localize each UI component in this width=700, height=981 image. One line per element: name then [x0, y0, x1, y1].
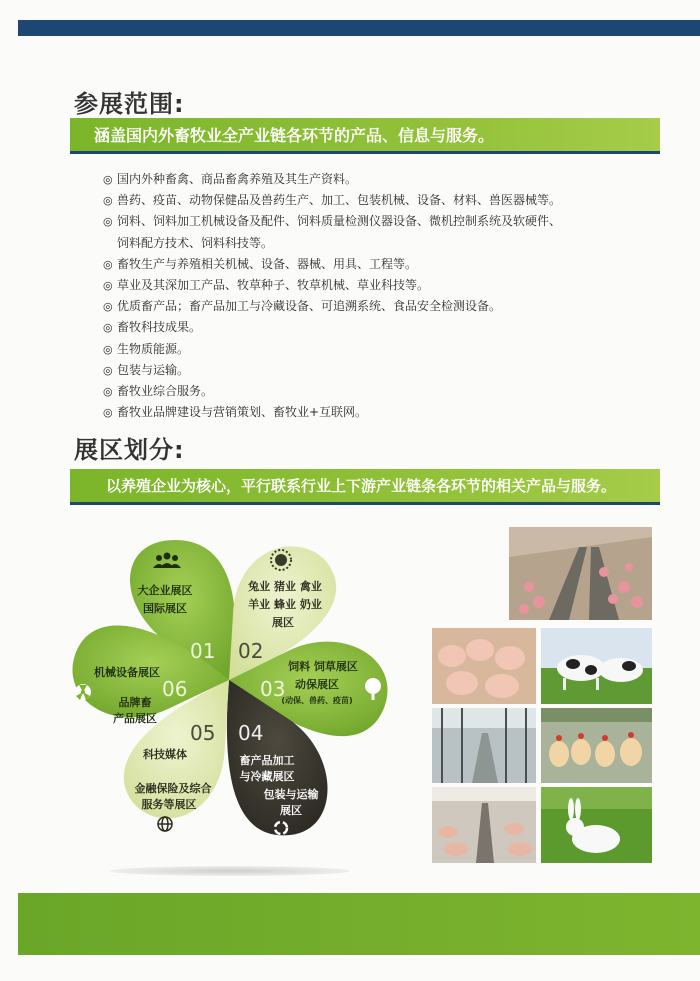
chickens-photo	[541, 708, 652, 783]
petal-01-number: 01	[190, 639, 216, 663]
petal-02-line-1: 兔业 猪业 禽业	[248, 580, 322, 593]
zone-flower-diagram	[55, 530, 405, 880]
zones-title: 展区划分:	[74, 436, 185, 464]
petal-05-line-1: 科技媒体	[143, 748, 187, 761]
globe-icon	[158, 817, 172, 831]
scope-list	[103, 169, 603, 423]
scope-title: 参展范围:	[74, 90, 185, 118]
petal-06-line-1: 机械设备展区	[94, 666, 160, 679]
list-item: ◎ 国内外种畜禽、商品畜禽养殖及其生产资料。	[103, 169, 603, 190]
petal-03-line-2: 动保展区	[295, 678, 339, 691]
scope-banner-text: 涵盖国内外畜牧业全产业链各环节的产品、信息与服务。	[94, 126, 495, 145]
petal-05-line-3: 服务等展区	[141, 798, 197, 811]
list-item: ◎ 草业及其深加工产品、牧草种子、牧草机械、草业科技等。	[103, 275, 603, 296]
list-item: ◎ 包装与运输。	[103, 360, 603, 381]
petal-04-line-3: 包装与运输	[263, 788, 319, 801]
petal-05-line-2: 金融保险及综合	[134, 782, 212, 795]
petal-02-line-3: 展区	[272, 616, 294, 629]
petal-04-line-4: 展区	[280, 804, 302, 817]
scope-banner	[70, 118, 660, 154]
list-item: ◎ 畜牧业品牌建设与营销策划、畜牧业+互联网。	[103, 402, 603, 423]
petal-04-line-1: 畜产品加工	[239, 754, 295, 767]
bottom-footer-bar	[18, 893, 700, 955]
petal-05-number: 05	[190, 721, 216, 745]
flower-shadow	[110, 866, 350, 876]
list-item: ◎ 畜牧生产与养殖相关机械、设备、器械、用具、工程等。	[103, 254, 603, 275]
list-item: ◎ 兽药、疫苗、动物保健品及兽药生产、加工、包装机械、设备、材料、兽医器械等。	[103, 190, 603, 211]
petal-06-line-2: 品牌畜	[118, 696, 152, 709]
cows-photo	[541, 628, 652, 704]
petal-04-line-2: 与冷藏展区	[239, 770, 295, 783]
petal-03-line-3: (动保、兽药、疫苗)	[281, 696, 353, 705]
radiation-icon	[75, 684, 91, 700]
petal-03-number: 03	[260, 677, 286, 701]
zones-banner-text: 以养殖企业为核心，平行联系行业上下游产业链条各环节的相关产品与服务。	[106, 477, 617, 495]
poultry-house-photo	[509, 527, 652, 620]
petal-02-number: 02	[238, 639, 264, 663]
list-item: ◎ 畜牧科技成果。	[103, 317, 603, 338]
list-item: ◎ 优质畜产品；畜产品加工与冷藏设备、可追溯系统、食品安全检测设备。	[103, 296, 603, 317]
top-header-bar	[18, 20, 700, 36]
petal-06-line-3: 产品展区	[113, 712, 157, 725]
petal-06-number: 06	[162, 677, 188, 701]
petal-03-line-1: 饲料 饲草展区	[288, 660, 358, 673]
petal-01-line-1: 大企业展区	[137, 584, 193, 597]
rabbit-photo	[541, 787, 652, 863]
greenhouse-photo	[432, 708, 536, 783]
zones-banner	[70, 469, 660, 505]
list-item: ◎ 饲料、饲料加工机械设备及配件、饲料质量检测仪器设备、微机控制系统及软硬件、 饲料配方技术、饲料科技等。	[103, 211, 603, 253]
pig-barn-photo	[432, 787, 536, 863]
petal-02-line-2: 羊业 蜂业 奶业	[248, 598, 322, 611]
list-item: ◎ 畜牧业综合服务。	[103, 381, 603, 402]
petal-04-number: 04	[238, 721, 264, 745]
petal-01-line-2: 国际展区	[143, 602, 187, 615]
piglets-photo	[432, 628, 536, 704]
list-item: ◎ 生物质能源。	[103, 339, 603, 360]
